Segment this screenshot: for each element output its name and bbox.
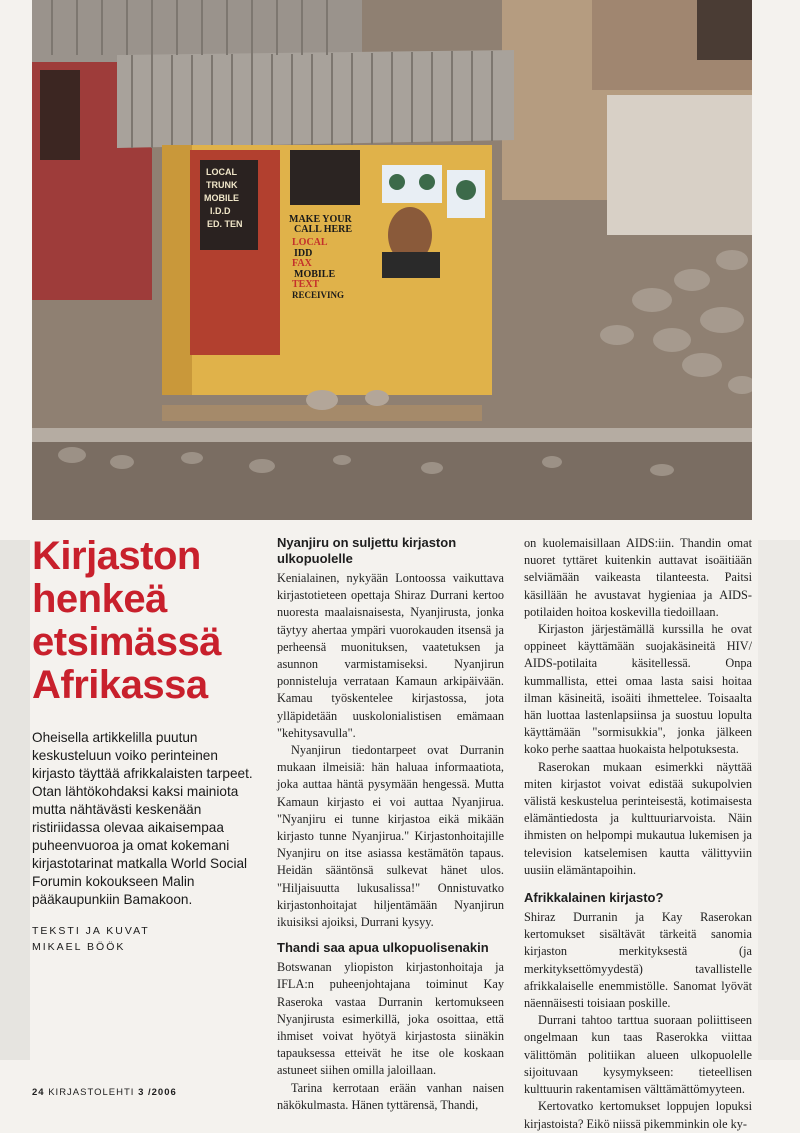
kiosk-sign-line: TEXT [292, 279, 320, 290]
kiosk-sign-line: IDD [294, 248, 313, 259]
body-paragraph: Kertovatko kertomukset loppujen lopuksi kirjastoista? Eikö niissä pikemminkin ole ky- [524, 1099, 752, 1131]
body-column-2 [277, 535, 504, 1114]
intro-column [32, 535, 260, 955]
kiosk-sign-line: FAX [292, 258, 312, 269]
body-paragraph: Botswanan yliopiston kirjastonhoitaja ja IFLA:n puheenjohtajana toiminut Kay Raseroka vastaa Durranin kertomukseen Nyanjirusta esimerkillä, joka osoittaa, että ihmiset voivat hyötyä kirjastosta siinäkin tapauksessa etteivät he itse ole koskaan astuneet siihen omilla jaloillaan. [277, 960, 504, 1078]
door-sign-line: I.D.D [210, 206, 231, 216]
article-headline: Kirjaston henkeä etsimässä Afrikassa [32, 534, 221, 707]
body-paragraph: Kenialainen, nykyään Lontoossa vaikuttava kirjastotieteen opettaja Shiraz Durrani kertoo nuoresta maalaisnaisesta, Nyanjirusta, jonka täytyy ahertaa ympäri vuorokauden itsensä ja perheensä muonituksen, vaatetuksen ja asunnon varmistamiseksi. Nyanjirun ponnisteluja verrataan Kamaun arkipäivään. Kamau työskentelee kirjastossa, jota ylläpidetään uuskolonialistisen emämaan "kehitysavulla". [277, 571, 504, 740]
article-byline [32, 923, 260, 955]
body-paragraph: on kuolemaisillaan AIDS:iin. Thandin omat nuoret tyttäret kuitenkin auttavat isoäitiään selviämään vaikeasta tilanteesta. Paitsi käsillään he avustavat hygieniaa ja AIDS-potilaiden hoitoa koskevilla tiedoillaan. [524, 536, 752, 619]
body-paragraph: Tarina kerrotaan erään vanhan naisen näkökulmasta. Hänen tyttärensä, Thandi, [277, 1080, 504, 1112]
kiosk-sign-line: MOBILE [294, 269, 336, 280]
subheading-african-library: Afrikkalainen kirjasto? [524, 890, 664, 906]
kiosk-sign-line: CALL HERE [294, 224, 353, 235]
byline-text-photos: TEKSTI JA KUVAT [32, 925, 150, 937]
door-sign-line: ED. TEN [207, 219, 243, 229]
subheading-nyanjiru: Nyanjiru on suljettu kirjaston ulkopuolelle [277, 535, 457, 566]
street-kiosk-photo [32, 0, 752, 520]
issue-number: 3 /2006 [138, 1087, 177, 1098]
door-sign-line: MOBILE [204, 193, 239, 203]
right-margin-bleed [758, 540, 800, 1060]
kiosk-sign-line: MAKE YOUR [289, 214, 352, 225]
body-paragraph: Nyanjirun tiedontarpeet ovat Durranin mukaan ilmeisiä: hän haluaa informaatiota, joka auttaa häntä pysymään hengessä. Mutta Kamaun kirjasto ei voi auttaa Nyanjirua. "Nyanjiru ei tunne kirjastoa eikä mikään kirjasto tunne Nyanjirua." Kirjastonhoitajille Nyanjiru on itse asiassa kestämätön tapaus. Heidän sääntönsä sulkevat hänet ulos. "Hiljaisuutta lukusalissa!" Onnistuvatko kirjastonhoitajat hiljentämään Nyanjirun ikuisiksi ajoiksi, Durrani kysyy. [277, 743, 504, 930]
door-sign-line: LOCAL [206, 167, 237, 177]
subheading-thandi: Thandi saa apua ulkopuolisenakin [277, 940, 489, 956]
body-column-3 [524, 535, 752, 1133]
left-margin-bleed [0, 540, 30, 1060]
page-number: 24 [32, 1087, 45, 1098]
body-paragraph: Kirjaston järjestämällä kurssilla he ovat oppineet käyttämään suojakäsineitä HIV/ AIDS-potilaita käsitellessä. Onpa kummallista, ettei omaa lasta saisi hoitaa ilman käsineitä, isoäiti ihmettelee. Toisaalta hän luottaa lastenlapsiinsa ja suostuu lopulta käyttämään "sormisukkia", jonka jälkeen koko perhe saattaa huokaista helpotuksesta. [524, 622, 752, 757]
body-paragraph: Durrani tahtoo tarttua suoraan poliittiseen ongelmaan kun taas Raserokka viittaa välittömän politiikan alueen ulkopuolelle sijoituvaan kysymykseen: tieteellisen kulttuurin rakentamisen välttämättömyyteen. [524, 1013, 752, 1097]
body-paragraph: Raserokan mukaan esimerkki näyttää miten kirjastot voivat edistää sukupolvien välistä keskustelua perinteisestä, kotimaisesta elämäntiedosta ja kulttuuriarvoista. Näin ihmisten on helpompi mukautua lukemisen ja television katselemisen kautta välittyviin uusiin elämäntapoihin. [524, 759, 752, 877]
kiosk-sign-line: RECEIVING [292, 290, 345, 300]
page-folio [32, 1087, 177, 1098]
kiosk-sign-line: LOCAL [292, 237, 328, 248]
body-paragraph: Shiraz Durranin ja Kay Raserokan kertomukset sisältävät tärkeitä sanomia kirjaston merkityksestä (ja merkityksettömyydestä) tavallistelle afrikkalaiselle enemmistölle. Sanomat lyövät näennäisesti toisiaan poskille. [524, 910, 752, 1011]
byline-author: MIKAEL BÖÖK [32, 941, 126, 953]
article-lead: Oheisella artikkelilla puutun keskusteluun voiko perinteinen kirjasto täyttää afrikkalaisten tarpeet. Otan lähtökohdaksi kaksi mainiota mutta nähtävästi keskenään ristiriidassa olevaa aikaisempaa puheenvuoroa ja omat kokemani kirjastotarinat matkalla World Social Forumin kokoukseen Malin pääkaupunkiin Bamakoon. [32, 730, 253, 907]
door-sign-line: TRUNK [206, 180, 238, 190]
magazine-name: KIRJASTOLEHTI [48, 1087, 135, 1098]
